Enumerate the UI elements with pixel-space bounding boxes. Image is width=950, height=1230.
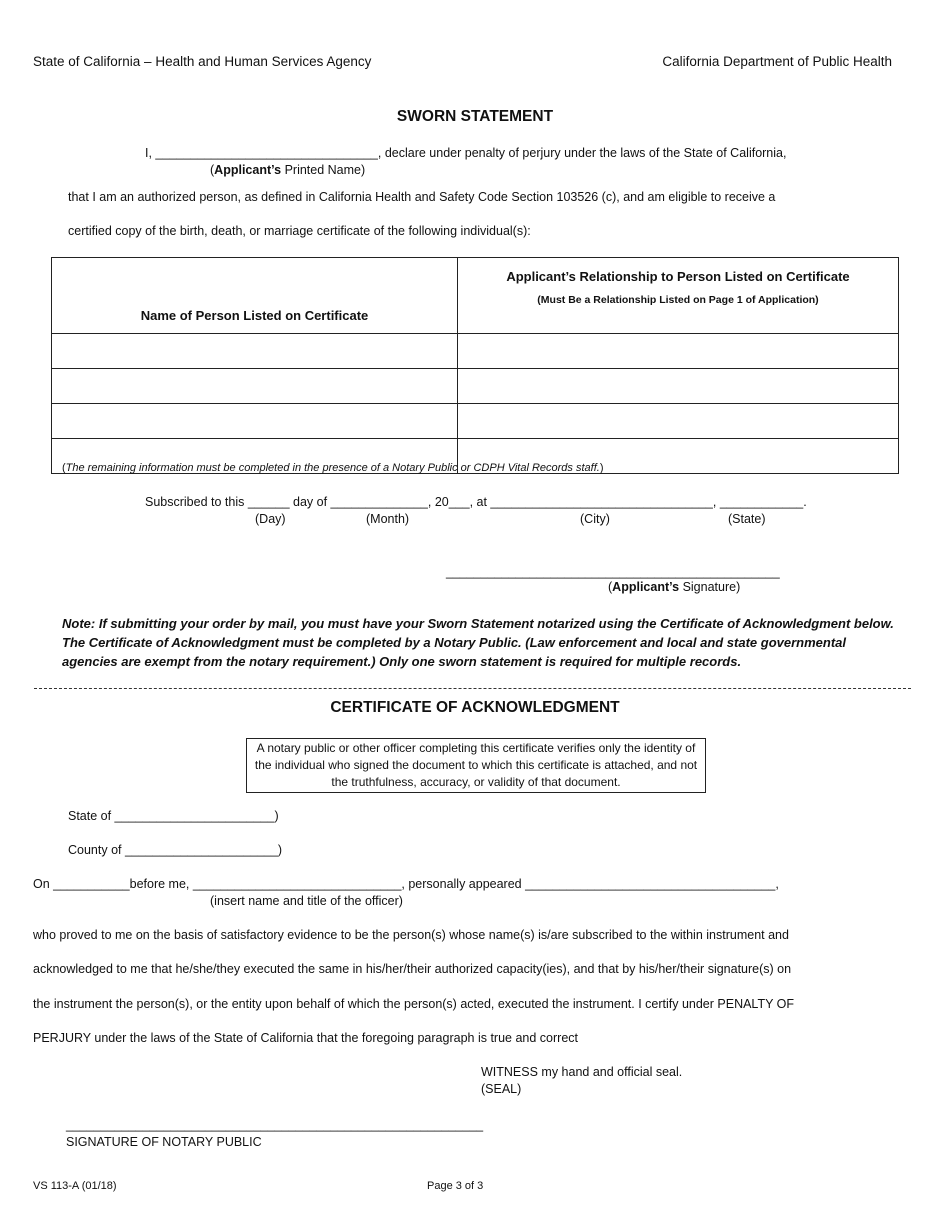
state-of-field[interactable]: State of _______________________) [68, 809, 279, 823]
ack-paragraph-line-1: who proved to me on the basis of satisfactory evidence to be the person(s) whose name(s) is/are subscribed to the within instrument and [33, 928, 789, 942]
agency-header: State of California – Health and Human Services Agency [33, 54, 372, 69]
table-header-row [52, 258, 899, 334]
applicant-signature-caption: (Applicant’s Signature) [608, 580, 741, 594]
declaration-line [145, 146, 786, 160]
certificate-persons-table [51, 257, 899, 474]
relationship-header-label: Applicant’s Relationship to Person Listed on Certificate [506, 269, 850, 284]
declare-suffix: , declare under penalty of perjury under the laws of the State of California, [377, 146, 787, 160]
form-id: VS 113-A (01/18) [33, 1180, 117, 1192]
day-caption: (Day) [255, 512, 286, 526]
mail-notarization-note: Note: If submitting your order by mail, you must have your Sworn Statement notarized using the Certificate of Acknowledgment below. The Certificate of Acknowledgment must be completed by a Notary Public. (Law enforcement and local and state governmental agencies are exempt from the notary requirement.) Only one sworn statement is required for multiple records. [62, 616, 894, 669]
state-caption: (State) [728, 512, 766, 526]
cut-line-divider [34, 688, 911, 689]
notary-signature-caption: SIGNATURE OF NOTARY PUBLIC [66, 1135, 262, 1149]
table-row [52, 404, 899, 439]
relationship-header-note: (Must Be a Relationship Listed on Page 1 of Application) [537, 294, 819, 306]
applicant-signature-field[interactable]: ________________________________________________ [446, 565, 780, 579]
month-caption: (Month) [366, 512, 410, 526]
notary-presence-note: (The remaining information must be completed in the presence of a Notary Public or CDPH Vital Records staff.) [62, 462, 604, 474]
city-caption: (City) [580, 512, 610, 526]
appearance-line[interactable]: On ___________before me, ______________________________, personally appeared ____________________________________, [33, 877, 779, 891]
notary-verification-box: A notary public or other officer completing this certificate verifies only the identity of the individual who signed the document to which this certificate is attached, and not the truthfulness, accuracy, or validity of that document. [246, 738, 706, 793]
person-name-cell[interactable] [52, 369, 458, 404]
name-column-header: Name of Person Listed on Certificate [52, 258, 458, 334]
ack-paragraph-line-4: PERJURY under the laws of the State of California that the foregoing paragraph is true and correct [33, 1031, 578, 1045]
acknowledgment-title: CERTIFICATE OF ACKNOWLEDGMENT [330, 699, 620, 716]
declare-prefix: I, [145, 146, 156, 160]
table-row [52, 369, 899, 404]
sworn-statement-title: SWORN STATEMENT [396, 108, 554, 125]
relationship-cell[interactable] [458, 334, 899, 369]
relationship-column-header [458, 258, 899, 334]
table-row [52, 334, 899, 369]
witness-statement: WITNESS my hand and official seal. [481, 1065, 683, 1079]
department-header: California Department of Public Health [662, 54, 892, 69]
subscribed-line[interactable]: Subscribed to this ______ day of ______________, 20___, at ________________________________, ____________. [145, 495, 807, 509]
person-name-cell[interactable] [52, 404, 458, 439]
ack-paragraph-line-2: acknowledged to me that he/she/they executed the same in his/her/their authorized capacity(ies), and that by his/her/their signature(s) on [33, 962, 792, 976]
ack-paragraph-line-3: the instrument the person(s), or the entity upon behalf of which the person(s) acted, executed the instrument. I certify under PENALTY OF [33, 997, 795, 1011]
relationship-cell[interactable] [458, 404, 899, 439]
notary-signature-field[interactable]: ____________________________________________________________ [66, 1118, 484, 1132]
seal-label: (SEAL) [481, 1082, 522, 1096]
officer-caption: (insert name and title of the officer) [210, 894, 403, 908]
printed-name-caption: (Applicant’s Printed Name) [210, 163, 366, 177]
authorization-line-1: that I am an authorized person, as defined in California Health and Safety Code Section 103526 (c), and am eligible to receive a [68, 190, 776, 204]
person-name-cell[interactable] [52, 334, 458, 369]
page-number: Page 3 of 3 [427, 1180, 484, 1192]
authorization-line-2: certified copy of the birth, death, or marriage certificate of the following individual(s): [68, 224, 531, 238]
county-of-field[interactable]: County of ______________________) [68, 843, 283, 857]
relationship-cell[interactable] [458, 369, 899, 404]
applicant-name-field[interactable]: ________________________________ [155, 146, 378, 160]
